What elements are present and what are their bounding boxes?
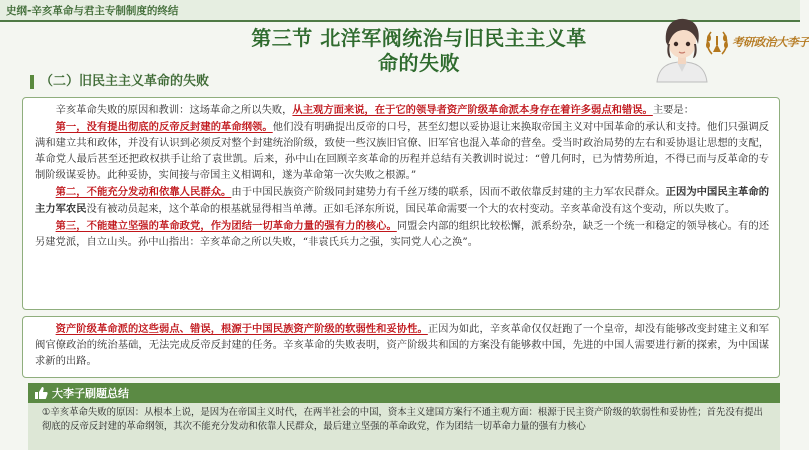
brand-logo [703, 22, 809, 62]
paragraph [35, 119, 769, 183]
section-heading: （二）旧民主主义革命的失败 [40, 71, 209, 93]
body-text: 辛亥革命失败的原因和教训：这场革命之所以失败， [55, 104, 293, 116]
body-text: 没有被动员起来，这个革命的根基就显得相当单薄。正如毛泽东所说，国民革命需要一个大的农村变动。辛亥革命没有这个变动，所以失败了。 [86, 202, 736, 215]
paragraph [35, 218, 769, 250]
body-text: 他们没有明确提出反帝的口号，甚至幻想以妥协退让来换取帝国主义对中国革命的承认和支持。他们只强调反满和建立共和政体，并没有认识到必须反对整个封建统治阶级，致使一些汉族旧官僚、旧军官也混入革命的营垒。受当时政治局势的左右和妥协退让思想的支配，革命党人最后甚至还把政权拱手让给了袁世凯。后来，孙中山在回顾辛亥革命的历程并总结有关教训时说过：“曾几何时，已为情势所迫，不得已而与反革命的专制阶级谋妥协。此种妥协，实间接与帝国主义相调和，遂为革命第一次失败之根源。” [35, 121, 770, 182]
breadcrumb: 史纲-辛亥革命与君主专制制度的终结 [6, 5, 179, 17]
body-text: 正因为如此，辛亥革命仅仅赶跑了一个皇帝，却没有能够改变封建主义和军阀官僚政治的统治基础，无法完成反帝反封建的任务。辛亥革命的失败表明，资产阶级共和国的方案没有能够救中国，先进的中国人需要进行新的探索，为中国谋求新的出路。 [35, 323, 769, 368]
body-text: 同盟会内部的组织比较松懈，派系纷杂，缺乏一个统一和稳定的领导核心。有的还另建党派，自立山头。孙中山指出：辛亥革命之所以失败，“非袁氏兵力之强，实同党人心之涣”。 [35, 219, 770, 248]
summary-header [28, 383, 780, 403]
paragraph [35, 321, 769, 369]
logo-text: 考研政治大李子 [732, 35, 809, 49]
conclusion-text-box [22, 316, 780, 378]
emphasis-text: 资产阶级革命派的这些弱点、错误，根源于中国民族资产阶级的软弱性和妥协性。 [55, 323, 428, 335]
bold-text: 正因为中国民主革命的主力军农民 [35, 186, 770, 215]
emphasis-text: 从主观方面来说，在于它的领导者资产阶级革命派本身存在着许多弱点和错误。 [292, 104, 653, 116]
page-title-line-1: 第三节 北洋军阀统治与旧民主主义革 [251, 26, 587, 50]
body-text: 由于中国民族资产阶级同封建势力有千丝万缕的联系，因而不敢依靠反封建的主力军农民群众。 [231, 186, 666, 199]
page-title [226, 26, 612, 76]
emphasis-text: 第二，不能充分发动和依靠人民群众。 [55, 186, 232, 199]
paragraph [35, 184, 769, 216]
summary-text: ①辛亥革命失败的原因：从根本上说，是因为在帝国主义时代，在两半社会的中国，资本主义建国方案行不通主观方面：根源于民主资产阶级的软弱性和妥协性；首先没有提出彻底的反帝反封建的革命纲领，其次不能充分发动和依靠人民群众，最后建立坚强的革命政党，作为团结一切革命力量的强有力核心 [42, 407, 763, 432]
page-title-line-2: 命的失败 [378, 51, 460, 75]
paragraph [35, 102, 769, 118]
thumbs-up-icon [34, 386, 48, 400]
laurel-wreath-icon [703, 26, 731, 58]
emphasis-text: 第三，不能建立坚强的革命政党，作为团结一切革命力量的强有力的核心。 [55, 219, 397, 232]
body-text: 主要是： [652, 104, 694, 116]
summary-title: 大李子刷题总结 [52, 387, 129, 400]
summary-panel [28, 383, 780, 450]
main-text-box [22, 97, 780, 310]
emphasis-text: 第一，没有提出彻底的反帝反封建的革命纲领。 [55, 121, 273, 134]
